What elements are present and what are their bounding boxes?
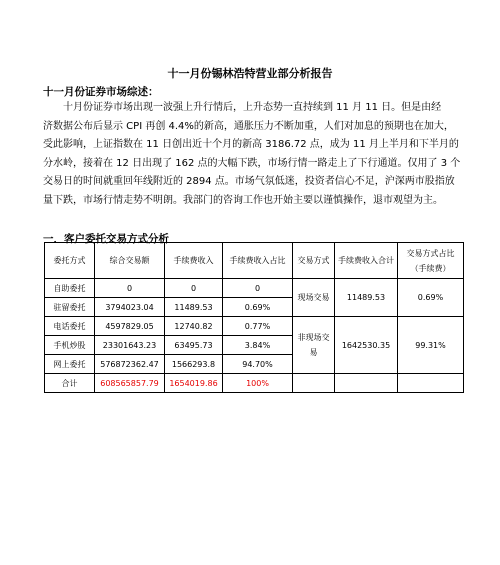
header-mode-ratio-line2: （手续费） (410, 263, 451, 273)
table-header-row (45, 243, 464, 279)
commission-analysis-heading: 一．客户委托交易方式分析 (43, 233, 169, 245)
table-row (45, 279, 464, 298)
row-ratio: 0.77% (223, 317, 293, 336)
header-method: 委托方式 (45, 243, 95, 279)
onsite-total: 11489.53 (335, 279, 398, 317)
paragraph-line: 济数据公布后显示 CPI 再创 4.4%的新高，通胀压力不断加重，人们对加息的预期也在加大， (43, 120, 454, 132)
header-mode-ratio-line1: 交易方式占比 (406, 248, 455, 258)
row-ratio: 3.84% (223, 336, 293, 355)
header-fee-total: 手续费收入合计 (335, 243, 398, 279)
header-fee-ratio: 手续费收入占比 (223, 243, 293, 279)
onsite-mode: 现场交易 (293, 279, 335, 317)
offsite-total: 1642530.35 (335, 317, 398, 374)
total-empty-cell (293, 374, 335, 393)
offsite-ratio: 99.31% (398, 317, 464, 374)
table-row (45, 317, 464, 336)
paragraph-line: 交易日的时间就重回年线附近的 2894 点。市场气氛低迷，投资者信心不足，沪深两市股指放 (43, 176, 455, 187)
row-ratio: 94.70% (223, 355, 293, 374)
total-ratio: 100% (223, 374, 293, 393)
report-title: 十一月份锡林浩特营业部分析报告 (167, 67, 333, 80)
row-method: 手机炒股 (45, 336, 95, 355)
row-ratio: 0.69% (223, 298, 293, 317)
row-method: 网上委托 (45, 355, 95, 374)
row-volume: 0 (95, 279, 165, 298)
row-volume: 576872362.47 (95, 355, 165, 374)
row-ratio: 0 (223, 279, 293, 298)
row-volume: 4597829.05 (95, 317, 165, 336)
row-method: 电话委托 (45, 317, 95, 336)
header-trade-mode: 交易方式 (293, 243, 335, 279)
row-volume: 3794023.04 (95, 298, 165, 317)
row-fee: 11489.53 (165, 298, 223, 317)
offsite-mode (293, 317, 335, 374)
row-fee: 0 (165, 279, 223, 298)
total-empty-cell (398, 374, 464, 393)
row-fee: 63495.73 (165, 336, 223, 355)
offsite-mode-line1: 非现场交 (297, 333, 330, 342)
paragraph-line: 受此影响，上证指数在 11 日创出近十个月的新高 3186.72 点，成为 11 月上半月和下半月的 (43, 139, 459, 150)
onsite-ratio: 0.69% (398, 279, 464, 317)
market-overview-paragraph (43, 99, 463, 210)
header-volume: 综合交易额 (95, 243, 165, 279)
header-mode-ratio (398, 243, 464, 279)
total-label: 合计 (45, 374, 95, 393)
table-total-row (45, 374, 464, 393)
paragraph-line: 量下跌，市场行情走势不明朗。我部门的咨询工作也开始主要以谨慎操作，退市观望为主。 (43, 194, 443, 206)
total-empty-cell (335, 374, 398, 393)
total-volume: 608565857.79 (95, 374, 165, 393)
row-method: 驻留委托 (45, 298, 95, 317)
row-method: 自助委托 (45, 279, 95, 298)
paragraph-line: 十月份证券市场出现一波强上升行情后，上升态势一直持续到 11 月 11 日。但是由经 (43, 102, 442, 113)
row-volume: 23301643.23 (95, 336, 165, 355)
total-fee: 1654019.86 (165, 374, 223, 393)
commission-table (44, 242, 464, 393)
row-fee: 12740.82 (165, 317, 223, 336)
paragraph-line: 分水岭，接着在 12 日出现了 162 点的大幅下跌，市场行情一路走上了下行通道。仅用了 3 个 (43, 157, 461, 169)
market-overview-heading: 十一月份证券市场综述： (43, 86, 159, 98)
header-fee: 手续费收入 (165, 243, 223, 279)
offsite-mode-line2: 易 (309, 348, 318, 357)
row-fee: 1566293.8 (165, 355, 223, 374)
